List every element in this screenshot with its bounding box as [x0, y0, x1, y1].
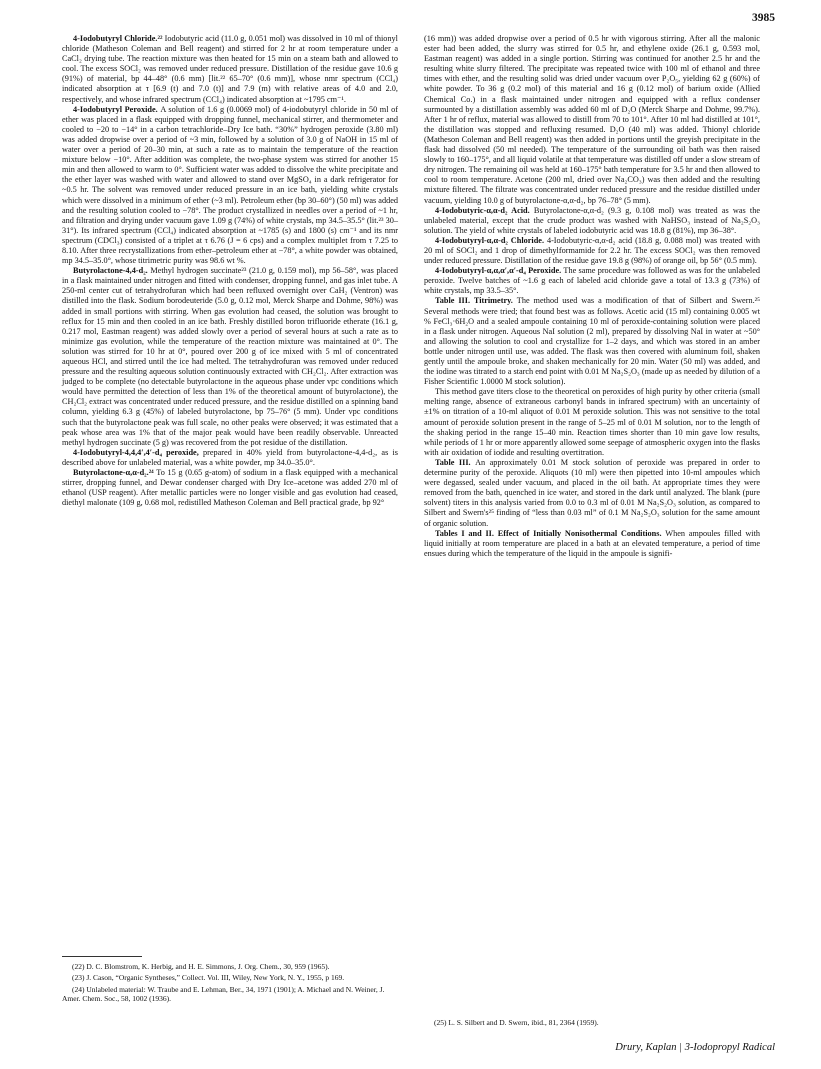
paragraph-text: This method gave titers close to the theoretical on peroxides of high purity by other criteria (small melting range, absence of extraneous carbonyl bands in infrared spectrum) with an uncertainty of ±1% on titration of a 10-ml aliquot of 0.01 M peroxide solution. This was not sensitive to the total amount of peroxide solution present in the range of 5–25 ml of 0.01 M solution, nor to the length of the shaking period in the range 15–40 min. Reaction times shorter than 10 min gave low results, while periods of 1 hr or more apparently allowed some seepage of atmospheric oxygen into the flasks with air oxidation of iodide and resulting overtitration. — [424, 387, 760, 457]
paragraph — [424, 236, 760, 266]
paragraph-text: prepared in 40% yield from butyrolactone-4,4-d₂, as is described above for unlabeled material, was a white powder, mp 34.0–35.0°. — [62, 447, 398, 467]
paragraph-text: An approximately 0.01 M stock solution of peroxide was prepared in order to determine purity of the peroxide. Aliquots (10 ml) were then pipetted into 10-ml ampoules which were degassed, sealed under vacuum, and placed in the oil bath. At appropriate times they were removed from the bath, quenched in ice water, and stored in the dark until analyzed. The blank (pure solvent) titers in this analysis varied from 0.0 to 0.3 ml of 0.01 M Na₂S₂O₃ solution, as compared to Silbert and Swern's²⁵ finding of “less than 0.03 ml” of 0.1 M Na₂S₂O₃ solution for the same amount of organic solution. — [424, 457, 761, 528]
paragraph — [62, 448, 398, 468]
paragraph — [424, 266, 760, 296]
paragraph-text: Methyl hydrogen succinate²³ (21.0 g, 0.159 mol), mp 56–58°, was placed in a flask maintained under nitrogen and fitted with condenser, dropping funnel, and gas inlet tube. A 250-ml center cut of tetrahydrofuran which had been refluxed overnight over CaH₂ (Ventron) was distilled into the flask. Sodium borodeuteride (5.0 g, 0.12 mol, Merck Sharpe and Dohme, 98%) was added in small portions with stirring. When gas evolution had ceased, the solution was brought to reflux for 15 min and then cooled in an ice bath. Freshly distilled boron trifluoride etherate (16.1 g, 0.217 mol, Eastman reagent) was added slowly over a period of several hours at such a rate as to minimize gas evolution, while the temperature of the reaction mixture was maintained at 0°. The solution was stirred for 10 hr at 0°, poured over 200 g of ice mixed with 5 ml of concentrated aqueous HCl, and stirred until the ice had melted. The tetrahydrofuran was removed under reduced pressure and the resulting aqueous solution continuously extracted with CH₂Cl₂. After extraction was judged to be complete (no detectable butyrolactone in the aqueous phase under vpc conditions which would have permitted the detection of less than 1% of the theoretical amount of butyrolactone), the CH₂Cl₂ extract was concentrated under reduced pressure, and the residue distilled on a spinning band column, yielding 6.3 g (45%) of labeled butyrolactone, bp 75–76° (5 mm). Under vpc conditions such that the butyrolactone peak was full scale, no other peaks were observed; it was estimated that a peak whose area was 1% that of the major peak would have been readily observable. Unreacted methyl hydrogen succinate (5 g) was recovered from the pot residue of the distillation. — [62, 266, 398, 447]
paragraph — [424, 206, 760, 236]
footnote: (25) L. S. Silbert and D. Swern, ibid., 81, 2364 (1959). — [434, 1018, 599, 1027]
paragraph-heading: Tables I and II. Effect of Initially Nonisothermal Conditions. — [435, 528, 666, 538]
paragraph-text: The method used was a modification of that of Silbert and Swern.²⁵ Several methods were tried; that found best was as follows. Acetic acid (15 ml) containing 0.005 wt % FeCl₃·6H₂O and a sealed ampoule containing 10 ml of peroxide-containing solution were placed in a flask under nitrogen. Aqueous NaI solution (2 ml), prepared by dissolving NaI in water at ~50° and allowing the solution to cool and crystallize for 1–2 days, and which was stored in an amber bottle under nitrogen until use, was added. The flask was then covered with aluminum foil, shaken gently until the ampoule broke, and shaken mechanically for 20 min. Water (50 ml) was added, and the iodine was titrated to a starch end point with 0.01 M Na₂S₂O₃ (made up as needed by dilution of a Fisher Scientific 1.0000 M stock solution). — [424, 296, 760, 387]
paragraph-heading: 4-Iodobutyryl Chloride.²² — [73, 34, 165, 43]
paragraph-text: Butyrolactone-α,α-d₂ (9.3 g, 0.108 mol) was treated as was the unlabeled material, except that the crude product was washed with NaHSO₃ instead of Na₂S₂O₃ solution. The yield of white crystals of labeled iodobutyric acid was 18.8 g (81%), mp 36–38°. — [424, 205, 760, 235]
paragraph-heading: Table III. Titrimetry. — [435, 296, 517, 306]
paragraph-text: (16 mm)) was added dropwise over a period of 0.5 hr with vigorous stirring. After all the malonic ester had been added, the slurry was stirred for 0.5 hr, and ethylene oxide (26.1 g, 0.593 mol, Eastman reagent) was added in a single portion. Stirring was continued for another 2.5 hr and the resulting white slurry filtered. The precipitate was repeated twice with 100 ml of ethanol and three times with ether, and the resulting solid was dried under vacuum over P₂O₅, yielding 62 g (60%) of white powder. To 36 g (0.2 mol) of this material and 16 g (0.12 mol) of barium oxide (Allied Chemical Co.) in a flask maintained under nitrogen and equipped with a reflux condenser surmounted by a distillation assembly was added 60 ml of D₂O (Merck Sharpe and Dohme, 99.7%). After 1 hr of reflux, material was allowed to distill from 70 to 101°. After 10 ml had distilled at 101°, the distillation was stopped and refluxing resumed. D₂O (40 ml) was added. Thionyl chloride (Matheson Coleman and Bell reagent) was then added in portions until the greyish precipitate in the flask had dissolved (50 ml needed). The temperature of the surrounding oil bath was then raised slowly to 160–175°, and all liquid volatile at that temperature was distilled off under a slow stream of dry nitrogen. The remaining oil was held at 160–175° bath temperature for 3.5 hr and then allowed to cool to room temperature. Acetone (200 ml, dried over Na₂CO₃) was then added and the resulting mixture filtered. The filtrate was concentrated under reduced pressure and the residue distilled under vacuum, yielding 10.0 g of butyrolactone-α,α-d₂, bp 76–78° (5 mm). — [424, 34, 760, 205]
paragraph-text: A solution of 1.6 g (0.0069 mol) of 4-iodobutyryl chloride in 50 ml of ether was placed in a flask equipped with dropping funnel, mechanical stirrer, and thermometer and cooled to −20 to −14° in a carbon tetrachloride–Dry Ice bath. “30%” hydrogen peroxide (3.80 ml) was added dropwise over a period of ~3 min, followed by a solution of 3.0 g of NaOH in 15 ml of water over a period of 20–30 min, at such a rate as to maintain the temperature of the reaction mixture below −10°. After addition was complete, the two-phase system was stirred for another 15 min and then allowed to warm to 0°. Sufficient water was added to dissolve the white precipitate and the ether layer was washed with water and allowed to stand over MgSO₄ in a dark refrigerator for ~0.5 hr. The solvent was removed under reduced pressure in an ice bath, yielding white crystals which were dissolved in a minimum of ether (~3 ml). Petroleum ether (bp 30–60°) (50 ml) was added and the resulting solution cooled to −78°. The product crystallized in needles over a period of ~1 hr, and filtration and drying under vacuum gave 1.09 g (74%) of white crystals, mp 34.5–35.5° (lit.²³ 30–31°). Its infrared spectrum (CCl₄) indicated absorption at ~1785 (s) and 1800 (s) cm⁻¹ and its nmr spectrum (CDCl₃) consisted of a triplet at τ 6.76 (J = 6 cps) and a complex multiplet from τ 7.25 to 8.10. After three recrystallizations from ether–petroleum ether at −78°, a white powder was obtained, mp 34.5–35.0°, whose titrimetric purity was 98.6 wt %. — [62, 104, 398, 266]
paragraph-heading: Table III. — [435, 457, 476, 467]
left-column — [62, 34, 398, 508]
paragraph — [62, 266, 398, 448]
running-footer: Drury, Kaplan | 3-Iodopropyl Radical — [615, 1042, 775, 1053]
footnote: (24) Unlabeled material: W. Traube and E. Lehman, Ber., 34, 1971 (1901); A. Michael and N. Weiner, J. Amer. Chem. Soc., 58, 1002 (1936). — [62, 984, 385, 1004]
paragraph — [424, 296, 760, 387]
paragraph-text: 4-Iodobutyric-α,α-d₂ acid (18.8 g, 0.088 mol) was treated with 20 ml of SOCl₂ and 1 drop of dimethylformamide for 2.2 hr. The excess SOCl₂ was then removed under reduced pressure. Distillation of the residue gave 19.8 g (98%) of orange oil, bp 56° (0.5 mm). — [424, 235, 760, 266]
paragraph-heading: 4-Iodobutyryl-α,α-d₂ Chloride. — [435, 235, 547, 245]
paragraph-heading: Butyrolactone-4,4-d₂. — [73, 266, 151, 276]
paragraph-heading: Butyrolactone-α,α-d₂.²⁴ — [73, 468, 157, 478]
paragraph — [62, 34, 398, 105]
right-column — [424, 34, 760, 559]
paragraph — [424, 34, 760, 206]
paragraph — [424, 387, 760, 458]
footnote-rule — [62, 956, 142, 957]
paragraph — [424, 529, 760, 559]
paragraph-text: When ampoules filled with liquid initially at room temperature are placed in a bath at an elevated temperature, a period of time ensues during which the temperature of the liquid in the ampoule is signifi- — [424, 528, 760, 558]
paragraph — [424, 458, 760, 529]
paragraph-text: The same procedure was followed as was for the unlabeled peroxide. Twelve batches of ~1.6 g each of labeled acid chloride gave a total of 13.3 g (73%) of white crystals, mp 33.5–35°. — [424, 266, 761, 296]
footnotes-left — [62, 956, 398, 1006]
footnotes-right — [424, 1018, 760, 1029]
paragraph-heading: 4-Iodobutyryl-4,4,4′,4′-d₄ peroxide, — [73, 447, 203, 457]
paragraph-text: Iodobutyric acid (11.0 g, 0.051 mol) was dissolved in 10 ml of thionyl chloride (Matheson Coleman and Bell reagent) and stirred for 2 hr at room temperature under a CaCl₂ drying tube. The reaction mixture was then heated for 15 min on a steam bath and allowed to cool. The excess SOCl₂ was removed under reduced pressure. Distillation of the residue gave 10.6 g (91%) of material, bp 44–48° (0.6 mm) [lit.²² 65–70° (0.6 mm)], whose nmr spectrum (CCl₄) indicated absorption at τ [6.9 (t) and 7.0 (t)] and 7.9 (m) with relative areas of 4.0 and 2.0, respectively, and whose infrared spectrum (CCl₄) indicated absorption at ~1795 cm⁻¹. — [62, 34, 398, 104]
paragraph-heading: 4-Iodobutyryl-α,α,α′,α′-d₄ Peroxide. — [435, 266, 564, 276]
paragraph-heading: 4-Iodobutyryl Peroxide. — [73, 104, 161, 114]
page-number: 3985 — [752, 12, 775, 24]
paragraph — [62, 468, 398, 508]
paragraph-heading: 4-Iodobutyric-α,α-d₂ Acid. — [435, 205, 534, 215]
paragraph-text: To 15 g (0.65 g-atom) of sodium in a flask equipped with a mechanical stirrer, dropping funnel, and Dewar condenser charged with Dry Ice–acetone was added 270 ml of ethanol (USP reagent). After metallic particles were no longer visible and gas evolution had ceased, diethyl malonate (109 g, 0.68 mol, redistilled Matheson Coleman and Bell practical grade, bp 92° — [62, 468, 398, 508]
footnote: (23) J. Cason, “Organic Syntheses,” Collect. Vol. III, Wiley, New York, N. Y., 1955, p 169. — [72, 973, 345, 983]
paragraph — [62, 105, 398, 267]
footnote: (22) D. C. Blomstrom, K. Herbig, and H. E. Simmons, J. Org. Chem., 30, 959 (1965). — [72, 962, 330, 971]
